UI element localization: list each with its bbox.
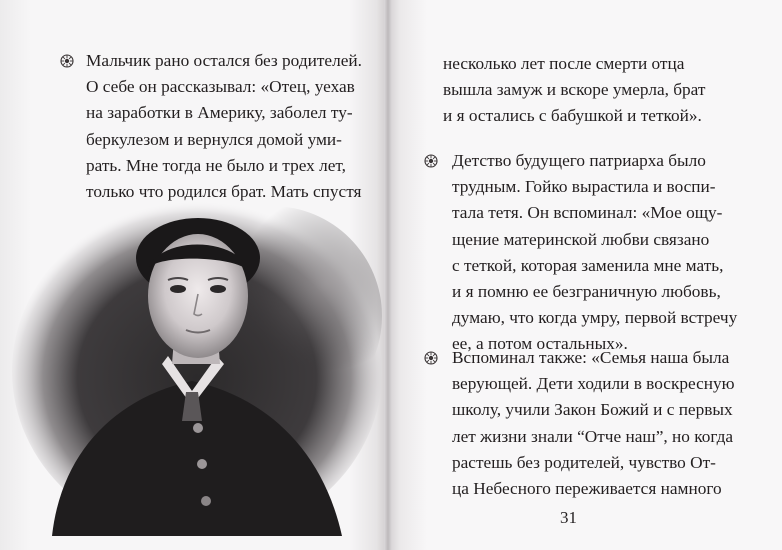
text-line: и я помню ее безграничную любовь, [452,282,721,302]
text-line: на заработки в Америку, заболел ту- [86,103,353,123]
portrait-photo [12,196,382,536]
right-paragraph-1 [452,148,737,358]
right-paragraph-2 [452,345,735,502]
text-line: Мальчик рано остался без родителей. [86,51,362,70]
text-line: школу, учили Закон Божий и с первых [452,400,733,420]
text-line: несколько лет после смерти отца [443,54,685,73]
text-line: думаю, что когда умру, первой встречу [452,308,738,328]
book-gutter [384,0,392,550]
right-paragraph-0 [443,51,705,130]
text-line: беркулезом и вернулся домой уми- [86,129,342,149]
text-line: Вспоминал также: «Семья наша была [452,348,730,367]
text-line: и я остались с бабушкой и теткой». [443,106,702,126]
ornament-bullet-icon [424,351,438,365]
text-line: рать. Мне тогда не было и трех лет, [86,155,346,175]
text-line: верующей. Дети ходили в воскресную [452,374,735,394]
text-line: только что родился брат. Мать спустя [86,182,362,202]
text-line: ца Небесного переживается намного [452,479,722,499]
text-line: растешь без родителей, чувство От- [452,452,716,472]
text-line: лет жизни знали “Отче наш”, но когда [452,426,734,446]
left-paragraph-1 [86,48,362,205]
ornament-bullet-icon [424,154,438,168]
text-line: вышла замуж и вскоре умерла, брат [443,80,706,100]
page-number: 31 [560,508,577,527]
text-line: О себе он рассказывал: «Отец, уехав [86,77,355,97]
ornament-bullet-icon [60,54,74,68]
text-line: трудным. Гойко вырастила и воспи- [452,177,716,197]
text-line: Детство будущего патриарха было [452,151,706,170]
text-line: щение материнской любви связано [452,229,710,249]
text-line: тала тетя. Он вспоминал: «Мое ощу- [452,203,723,223]
text-line: с теткой, которая заменила мне мать, [452,255,724,275]
text-line: ее, а потом остальных». [452,334,628,354]
